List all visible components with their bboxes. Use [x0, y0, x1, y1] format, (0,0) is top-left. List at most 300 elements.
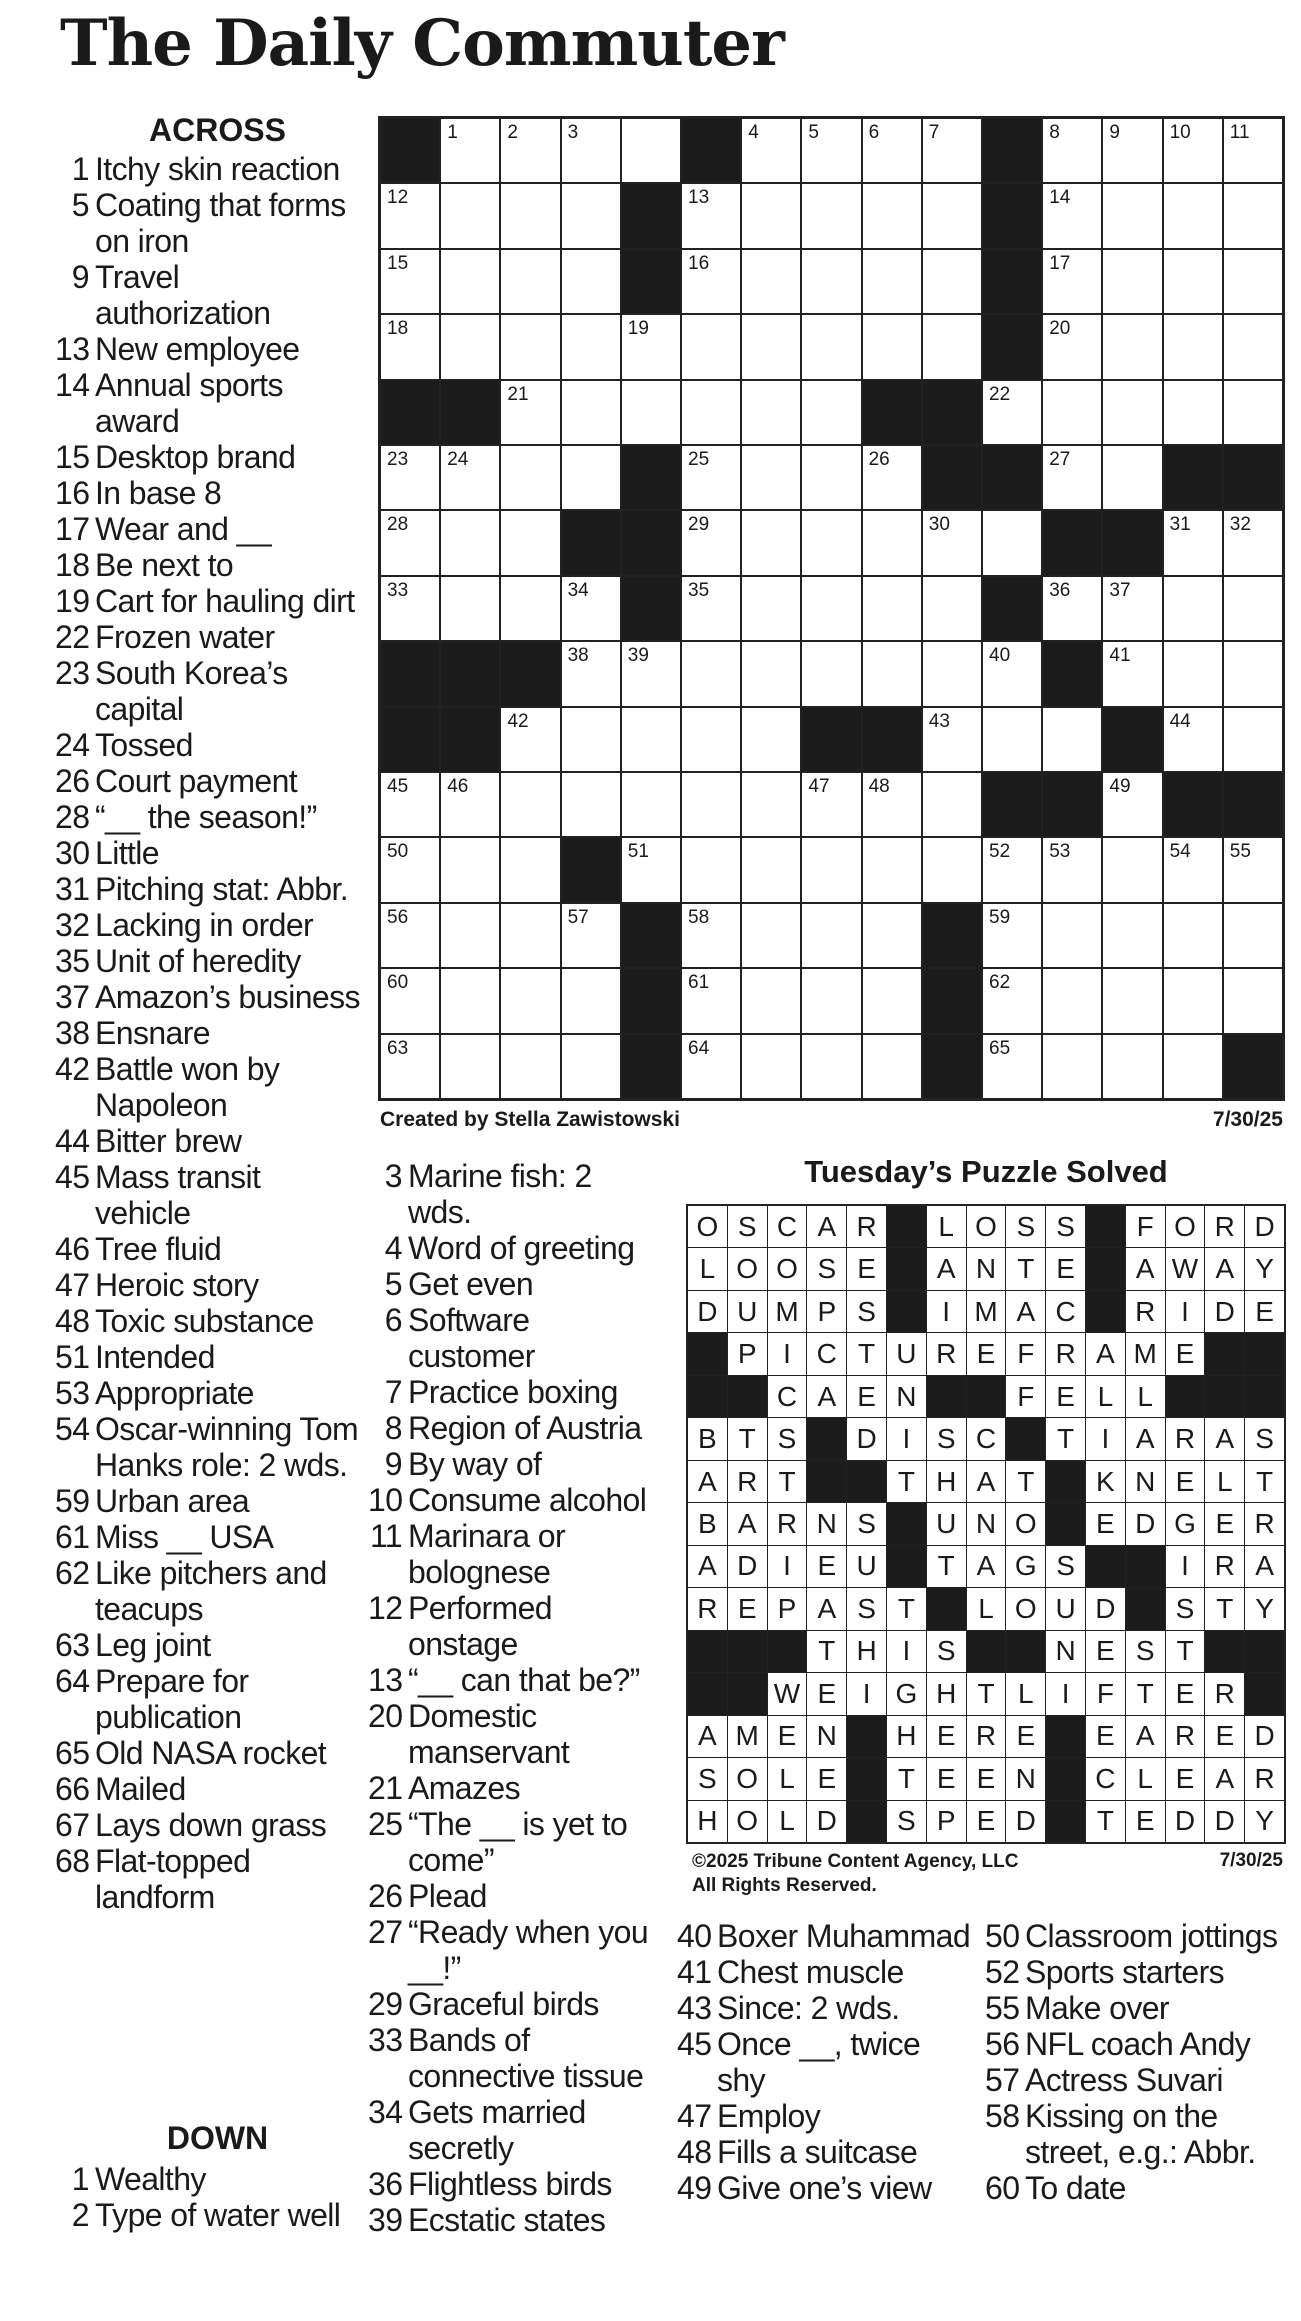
- grid-cell: [441, 969, 499, 1032]
- clue-item: [55, 259, 360, 331]
- grid-cell: [1224, 511, 1282, 574]
- grid-cell: [1164, 838, 1222, 901]
- cell-number: 44: [1169, 710, 1191, 732]
- black-square: [381, 708, 439, 771]
- black-square: [441, 381, 499, 444]
- clue-text: Graceful birds: [408, 1986, 599, 2022]
- grid-cell: [1103, 446, 1161, 509]
- cell-number: 29: [688, 514, 710, 536]
- solution-letter: U: [887, 1333, 926, 1374]
- grid-cell: [1043, 381, 1101, 444]
- clue-number: 61: [55, 1519, 90, 1555]
- cell-number: 54: [1169, 841, 1191, 863]
- clue-text: Flat-topped landform: [95, 1843, 251, 1915]
- solution-letter: E: [1086, 1716, 1125, 1757]
- solution-letter: R: [1245, 1758, 1284, 1799]
- cell-number: 22: [989, 383, 1011, 405]
- grid-cell: [1224, 969, 1282, 1032]
- cell-number: 46: [447, 776, 469, 797]
- clue-number: 63: [55, 1627, 90, 1663]
- solution-letter: E: [728, 1588, 767, 1629]
- solution-black-square: [1245, 1673, 1284, 1714]
- clue-text: Practice boxing: [408, 1374, 618, 1410]
- solution-black-square: [967, 1631, 1006, 1672]
- grid-cell: [501, 773, 559, 836]
- clue-number: 9: [71, 259, 89, 295]
- solution-letter: N: [1006, 1758, 1045, 1799]
- black-square: [682, 119, 740, 182]
- solution-black-square: [1086, 1291, 1125, 1332]
- grid-cell: [802, 577, 860, 640]
- solution-letter: T: [927, 1546, 966, 1587]
- grid-cell: [863, 446, 921, 509]
- cell-number: 57: [567, 906, 589, 928]
- grid-cell: [802, 969, 860, 1032]
- clue-text: Annual sports award: [95, 367, 283, 439]
- solution-letter: M: [728, 1716, 767, 1757]
- clue-number: 58: [985, 2098, 1020, 2134]
- down-clues: [55, 2120, 360, 2233]
- solution-letter: S: [927, 1418, 966, 1459]
- clue-item: [55, 439, 360, 475]
- solution-letter: A: [1205, 1248, 1244, 1289]
- solution-letter: N: [967, 1503, 1006, 1544]
- clue-number: 13: [368, 1662, 403, 1698]
- solution-black-square: [728, 1376, 767, 1417]
- solution-letter: T: [1006, 1461, 1045, 1502]
- grid-cell: [742, 904, 800, 967]
- solution-letter: W: [1166, 1248, 1205, 1289]
- black-square: [1043, 773, 1101, 836]
- solution-letter: U: [1046, 1588, 1085, 1629]
- solution-letter: R: [1245, 1503, 1284, 1544]
- solution-letter: A: [1205, 1418, 1244, 1459]
- solution-letter: I: [1166, 1546, 1205, 1587]
- solution-black-square: [967, 1376, 1006, 1417]
- clue-item: [985, 1990, 1295, 2026]
- solution-letter: I: [768, 1333, 807, 1374]
- clue-item: [985, 1954, 1295, 1990]
- clue-number: 34: [368, 2094, 403, 2130]
- black-square: [1224, 773, 1282, 836]
- solution-black-square: [1086, 1546, 1125, 1587]
- clue-text: To date: [1025, 2170, 1126, 2206]
- solution-letter: D: [1166, 1801, 1205, 1842]
- solution-letter: H: [887, 1716, 926, 1757]
- black-square: [622, 250, 680, 313]
- solution-letter: L: [1126, 1758, 1165, 1799]
- grid-cell: [381, 577, 439, 640]
- clue-number: 47: [677, 2098, 712, 2134]
- grid-cell: [682, 838, 740, 901]
- solution-letter: A: [807, 1588, 846, 1629]
- solution-letter: P: [728, 1333, 767, 1374]
- grid-cell: [1224, 184, 1282, 247]
- clue-text: Flightless birds: [408, 2166, 612, 2202]
- solution-letter: O: [1166, 1206, 1205, 1247]
- clue-text: Marinara or bolognese: [408, 1518, 566, 1590]
- solution-black-square: [768, 1631, 807, 1672]
- solution-letter: S: [927, 1631, 966, 1672]
- across-heading: ACROSS: [149, 112, 286, 148]
- solution-letter: A: [1205, 1758, 1244, 1799]
- clue-text: Classroom jottings: [1025, 1918, 1278, 1954]
- solution-letter: R: [1126, 1291, 1165, 1332]
- clue-item: [368, 1770, 660, 1806]
- clue-text: Type of water well: [95, 2197, 341, 2233]
- grid-cell: [1043, 969, 1101, 1032]
- cell-number: 5: [808, 122, 819, 143]
- solution-letter: E: [847, 1248, 886, 1289]
- grid-cell: [501, 184, 559, 247]
- solution-letter: R: [1166, 1418, 1205, 1459]
- solution-black-square: [1046, 1758, 1085, 1799]
- solution-letter: M: [967, 1291, 1006, 1332]
- solution-letter: O: [728, 1758, 767, 1799]
- solution-letter: A: [1006, 1291, 1045, 1332]
- grid-cell: [682, 773, 740, 836]
- grid-cell: [742, 184, 800, 247]
- clue-number: 59: [55, 1483, 90, 1519]
- clue-number: 1: [71, 151, 89, 187]
- clue-text: Performed onstage: [408, 1590, 552, 1662]
- clue-text: Pitching stat: Abbr.: [95, 871, 349, 907]
- solution-letter: R: [1166, 1716, 1205, 1757]
- solution-black-square: [847, 1716, 886, 1757]
- black-square: [983, 250, 1041, 313]
- solution-letter: A: [1086, 1333, 1125, 1374]
- solution-letter: G: [887, 1673, 926, 1714]
- solution-letter: T: [1086, 1801, 1125, 1842]
- black-square: [1164, 446, 1222, 509]
- clue-item: [368, 1806, 660, 1878]
- solution-letter: C: [768, 1376, 807, 1417]
- grid-cell: [501, 838, 559, 901]
- grid-cell: [441, 315, 499, 378]
- grid-cell: [501, 315, 559, 378]
- solution-black-square: [927, 1376, 966, 1417]
- solution-letter: N: [887, 1376, 926, 1417]
- grid-cell: [923, 773, 981, 836]
- grid-cell: [381, 904, 439, 967]
- cell-number: 60: [387, 972, 409, 994]
- solution-letter: E: [807, 1546, 846, 1587]
- clue-number: 64: [55, 1663, 90, 1699]
- solution-letter: S: [847, 1588, 886, 1629]
- black-square: [863, 708, 921, 771]
- grid-cell: [802, 119, 860, 182]
- solution-black-square: [1245, 1333, 1284, 1374]
- solution-letter: D: [807, 1801, 846, 1842]
- solution-black-square: [1006, 1631, 1045, 1672]
- grid-cell: [1224, 119, 1282, 182]
- solution-letter: E: [807, 1673, 846, 1714]
- grid-cell: [802, 184, 860, 247]
- solution-letter: D: [1245, 1716, 1284, 1757]
- cell-number: 32: [1229, 514, 1251, 536]
- clue-item: [677, 2026, 975, 2098]
- grid-cell: [923, 184, 981, 247]
- clue-text: Bitter brew: [95, 1123, 242, 1159]
- clue-item: [55, 763, 360, 799]
- clue-number: 45: [55, 1159, 90, 1195]
- solution-black-square: [1046, 1716, 1085, 1757]
- grid-cell: [863, 119, 921, 182]
- grid-cell: [802, 381, 860, 444]
- grid-cell: [441, 184, 499, 247]
- clue-item: [55, 1555, 360, 1627]
- grid-cell: [983, 969, 1041, 1032]
- solution-letter: P: [807, 1291, 846, 1332]
- grid-cell: [501, 511, 559, 574]
- clue-item: [368, 1698, 660, 1770]
- clue-text: Amazes: [408, 1770, 520, 1806]
- solution-black-square: [1166, 1376, 1205, 1417]
- grid-cell: [1043, 315, 1101, 378]
- grid-cell: [441, 904, 499, 967]
- solution-black-square: [688, 1631, 727, 1672]
- clue-number: 28: [55, 799, 90, 835]
- clue-item: [368, 1230, 660, 1266]
- grid-cell: [1043, 904, 1101, 967]
- clue-number: 25: [368, 1806, 403, 1842]
- solution-black-square: [1086, 1248, 1125, 1289]
- solution-letter: E: [1046, 1248, 1085, 1289]
- clue-item: [368, 1446, 660, 1482]
- solution-black-square: [1245, 1376, 1284, 1417]
- solution-letter: H: [927, 1461, 966, 1502]
- grid-cell: [1164, 577, 1222, 640]
- grid-cell: [983, 838, 1041, 901]
- solution-letter: T: [887, 1758, 926, 1799]
- solution-letter: O: [728, 1801, 767, 1842]
- grid-cell: [622, 773, 680, 836]
- solution-letter: I: [1046, 1673, 1085, 1714]
- solution-letter: S: [688, 1758, 727, 1799]
- grid-cell: [381, 511, 439, 574]
- solution-letter: M: [768, 1291, 807, 1332]
- grid-cell: [983, 708, 1041, 771]
- solution-letter: R: [1205, 1206, 1244, 1247]
- cell-number: 12: [387, 187, 409, 209]
- cell-number: 14: [1049, 187, 1071, 209]
- clue-number: 65: [55, 1735, 90, 1771]
- grid-cell: [501, 577, 559, 640]
- clue-number: 35: [55, 943, 90, 979]
- solution-letter: A: [1126, 1248, 1165, 1289]
- down-clues-column-4: [985, 1918, 1295, 2206]
- clue-text: Cart for hauling dirt: [95, 583, 355, 619]
- clue-item: [368, 1914, 660, 1986]
- solution-letter: O: [768, 1248, 807, 1289]
- solution-letter: Y: [1245, 1588, 1284, 1629]
- clue-number: 39: [368, 2202, 403, 2238]
- clue-item: [677, 1954, 975, 1990]
- solution-letter: A: [688, 1716, 727, 1757]
- cell-number: 53: [1049, 841, 1071, 863]
- clue-number: 48: [55, 1303, 90, 1339]
- clue-number: 51: [55, 1339, 90, 1375]
- solution-letter: E: [927, 1716, 966, 1757]
- clue-text: Wealthy: [95, 2161, 206, 2197]
- clue-item: [55, 1159, 360, 1231]
- across-clues: [55, 112, 360, 1915]
- grid-cell: [802, 446, 860, 509]
- clue-text: Little: [95, 835, 159, 871]
- grid-cell: [742, 969, 800, 1032]
- grid-cell: [923, 511, 981, 574]
- black-square: [441, 642, 499, 705]
- clue-text: Amazon’s business: [95, 979, 360, 1015]
- clue-item: [55, 727, 360, 763]
- grid-cell: [501, 969, 559, 1032]
- grid-cell: [1224, 577, 1282, 640]
- clue-text: In base 8: [95, 475, 222, 511]
- solution-black-square: [1205, 1333, 1244, 1374]
- solution-letter: U: [728, 1291, 767, 1332]
- clue-number: 16: [55, 475, 90, 511]
- cell-number: 6: [868, 122, 880, 143]
- solution-letter: P: [768, 1588, 807, 1629]
- cell-number: 52: [989, 841, 1011, 863]
- clue-item: [55, 1015, 360, 1051]
- solution-letter: S: [768, 1418, 807, 1459]
- grid-cell: [441, 446, 499, 509]
- clue-number: 21: [368, 1770, 403, 1806]
- clue-text: Lays down grass: [95, 1807, 327, 1843]
- solution-letter: D: [728, 1546, 767, 1587]
- solution-letter: T: [1205, 1588, 1244, 1629]
- clue-text: Desktop brand: [95, 439, 296, 475]
- solution-letter: D: [1205, 1801, 1244, 1842]
- clue-number: 41: [677, 1954, 712, 1990]
- solution-letter: A: [1126, 1418, 1165, 1459]
- clue-text: Mailed: [95, 1771, 186, 1807]
- solution-letter: D: [1205, 1291, 1244, 1332]
- black-square: [1043, 511, 1101, 574]
- clue-number: 19: [55, 583, 90, 619]
- cell-number: 42: [507, 710, 529, 732]
- clue-text: Wear and __: [95, 511, 272, 547]
- solution-letter: S: [1006, 1206, 1045, 1247]
- solution-black-square: [1126, 1546, 1165, 1587]
- clue-text: “Ready when you __!”: [408, 1914, 649, 1986]
- clue-item: [368, 1662, 660, 1698]
- solution-letter: I: [768, 1546, 807, 1587]
- solution-letter: S: [728, 1206, 767, 1247]
- solution-letter: T: [887, 1588, 926, 1629]
- grid-cell: [1164, 381, 1222, 444]
- solution-letter: E: [967, 1758, 1006, 1799]
- clue-text: “The __ is yet to come”: [408, 1806, 628, 1878]
- clue-text: Sports starters: [1025, 1954, 1225, 1990]
- clue-item: [55, 367, 360, 439]
- copyright-line: ©2025 Tribune Content Agency, LLC: [692, 1851, 1019, 1872]
- solution-letter: G: [1166, 1503, 1205, 1544]
- clue-number: 60: [985, 2170, 1020, 2206]
- clue-text: Unit of heredity: [95, 943, 301, 979]
- puzzle-date: 7/30/25: [1212, 1108, 1283, 1131]
- clue-text: Urban area: [95, 1483, 250, 1519]
- clue-item: [368, 1410, 660, 1446]
- grid-cell: [501, 250, 559, 313]
- solution-letter: R: [967, 1716, 1006, 1757]
- clue-number: 20: [368, 1698, 403, 1734]
- solution-letter: R: [728, 1461, 767, 1502]
- solution-letter: C: [1086, 1758, 1125, 1799]
- cell-number: 8: [1049, 122, 1060, 143]
- clue-number: 12: [368, 1590, 403, 1626]
- black-square: [983, 119, 1041, 182]
- grid-cell: [1164, 642, 1222, 705]
- cell-number: 2: [507, 122, 518, 143]
- clue-number: 31: [55, 871, 90, 907]
- solution-black-square: [1245, 1631, 1284, 1672]
- clue-number: 49: [677, 2170, 712, 2206]
- solution-black-square: [887, 1248, 926, 1289]
- clue-item: [55, 2197, 360, 2233]
- grid-cell: [742, 250, 800, 313]
- solution-black-square: [887, 1546, 926, 1587]
- black-square: [381, 119, 439, 182]
- grid-cell: [863, 838, 921, 901]
- grid-cell: [1103, 642, 1161, 705]
- solution-letter: E: [1126, 1801, 1165, 1842]
- solution-letter: A: [927, 1248, 966, 1289]
- grid-cell: [863, 969, 921, 1032]
- solution-letter: N: [967, 1248, 1006, 1289]
- cell-number: 56: [387, 906, 409, 928]
- clue-number: 9: [384, 1446, 402, 1482]
- solution-letter: T: [1046, 1418, 1085, 1459]
- cell-number: 21: [507, 383, 529, 405]
- grid-cell: [501, 446, 559, 509]
- solution-letter: I: [1166, 1291, 1205, 1332]
- clue-number: 27: [368, 1914, 403, 1950]
- clue-item: [677, 2170, 975, 2206]
- clue-number: 30: [55, 835, 90, 871]
- solution-letter: I: [887, 1631, 926, 1672]
- grid-cell: [1103, 119, 1161, 182]
- grid-cell: [1103, 969, 1161, 1032]
- clue-text: New employee: [95, 331, 300, 367]
- solution-letter: A: [967, 1461, 1006, 1502]
- black-square: [622, 969, 680, 1032]
- clue-text: Old NASA rocket: [95, 1735, 327, 1771]
- grid-cell: [562, 119, 620, 182]
- clue-item: [55, 187, 360, 259]
- grid-cell: [1224, 708, 1282, 771]
- clue-number: 42: [55, 1051, 90, 1087]
- grid-cell: [802, 315, 860, 378]
- solution-letter: R: [1205, 1546, 1244, 1587]
- solution-letter: R: [847, 1206, 886, 1247]
- clue-number: 1: [71, 2161, 89, 2197]
- solution-letter: F: [1006, 1376, 1045, 1417]
- clue-text: Make over: [1025, 1990, 1169, 2026]
- cell-number: 13: [688, 187, 710, 209]
- solution-black-square: [1086, 1206, 1125, 1247]
- clue-text: Prepare for publication: [95, 1663, 249, 1735]
- solution-black-square: [1006, 1418, 1045, 1459]
- black-square: [983, 773, 1041, 836]
- cell-number: 33: [387, 579, 409, 601]
- grid-cell: [863, 773, 921, 836]
- solution-letter: E: [1046, 1376, 1085, 1417]
- clue-number: 13: [55, 331, 90, 367]
- solution-letter: S: [1245, 1418, 1284, 1459]
- grid-cell: [562, 577, 620, 640]
